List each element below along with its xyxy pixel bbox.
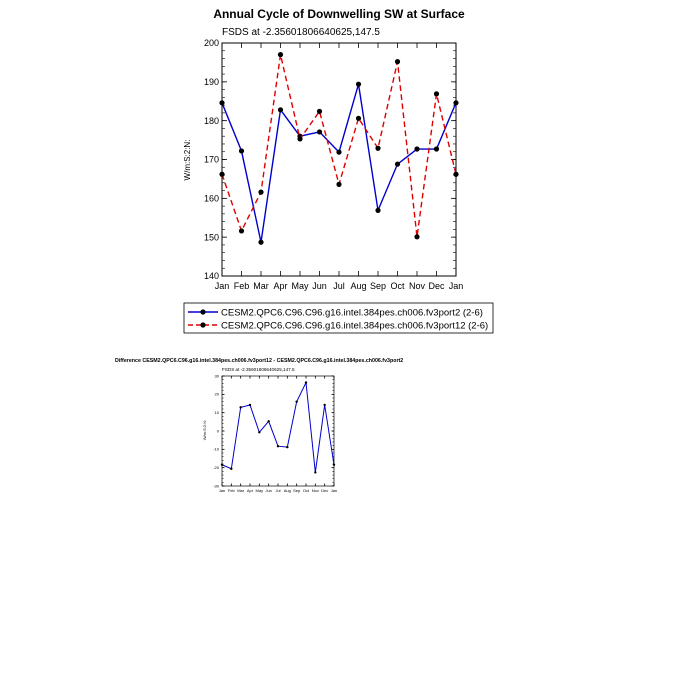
legend-marker-series1 xyxy=(200,309,205,314)
y-axis-label: W/m:S:2:N: xyxy=(183,139,192,181)
legend xyxy=(184,303,493,333)
data-point xyxy=(230,468,232,470)
x-tick-label: Feb xyxy=(233,281,250,292)
data-point xyxy=(333,464,335,466)
legend-marker-series2 xyxy=(200,322,205,327)
diff-chart-title: Difference CESM2.QPC6.C96.g16.intel.384pes.ch006.fv3port12 - CESM2.QPC6.C96.g16.intel.384pes.ch006.fv3port2 xyxy=(115,358,404,364)
diff-y-axis-label: W/m:S:2:N: xyxy=(202,419,207,441)
y-tick-label: -10 xyxy=(213,446,219,452)
data-point xyxy=(375,146,380,151)
data-point xyxy=(356,116,361,121)
x-tick-label: Sep xyxy=(369,281,387,292)
data-point xyxy=(219,172,224,177)
y-tick-label: 150 xyxy=(203,232,219,243)
x-tick-label: May xyxy=(255,487,264,493)
data-point xyxy=(395,162,400,167)
data-point xyxy=(219,100,224,105)
data-point xyxy=(267,420,269,422)
y-tick-label: 0 xyxy=(216,428,219,434)
data-point xyxy=(434,146,439,151)
y-tick-label: -20 xyxy=(213,465,219,471)
data-point xyxy=(375,208,380,213)
difference-chart xyxy=(115,358,403,493)
data-point xyxy=(314,471,316,473)
x-tick-label: Sep xyxy=(293,487,301,493)
y-tick-label: 10 xyxy=(214,410,219,416)
data-point xyxy=(336,150,341,155)
data-point xyxy=(249,404,251,406)
y-tick-label: -30 xyxy=(213,483,219,489)
x-tick-label: Jun xyxy=(265,487,272,493)
x-tick-label: May xyxy=(291,281,309,292)
data-point xyxy=(239,148,244,153)
x-tick-label: Jan xyxy=(218,487,226,493)
y-tick-label: 170 xyxy=(203,154,219,165)
x-tick-label: Apr xyxy=(273,281,288,292)
data-point xyxy=(453,172,458,177)
data-point xyxy=(317,109,322,114)
x-tick-label: Oct xyxy=(390,281,405,292)
data-point xyxy=(278,52,283,57)
data-point xyxy=(297,136,302,141)
data-point xyxy=(414,234,419,239)
data-point xyxy=(258,240,263,245)
data-point xyxy=(239,406,241,408)
y-tick-label: 20 xyxy=(214,391,219,397)
x-tick-label: Jan xyxy=(448,281,464,292)
x-tick-label: Aug xyxy=(350,281,367,292)
y-tick-label: 200 xyxy=(203,38,219,49)
data-point xyxy=(295,400,297,402)
series-line-1 xyxy=(222,84,456,242)
data-point xyxy=(395,59,400,64)
data-point xyxy=(258,190,263,195)
y-tick-label: 30 xyxy=(214,373,219,379)
legend-label-series2: CESM2.QPC6.C96.C96.g16.intel.384pes.ch006.fv3port12 (2-6) xyxy=(221,320,489,332)
chart-title: Annual Cycle of Downwelling SW at Surface xyxy=(213,7,465,21)
data-point xyxy=(453,100,458,105)
data-point xyxy=(414,146,419,151)
x-tick-label: Jun xyxy=(312,281,327,292)
y-tick-label: 190 xyxy=(203,76,219,87)
series-line-1 xyxy=(222,383,334,473)
data-point xyxy=(323,404,325,406)
data-point xyxy=(278,107,283,112)
x-tick-label: Jul xyxy=(333,281,345,292)
chart-subtitle: FSDS at -2.35601806640625,147.5 xyxy=(222,27,380,38)
series-line-2 xyxy=(222,55,456,237)
main-chart xyxy=(183,7,465,291)
x-tick-label: Oct xyxy=(302,487,310,493)
x-tick-label: Jul xyxy=(275,487,281,493)
legend-label-series1: CESM2.QPC6.C96.C96.g16.intel.384pes.ch006.fv3port2 (2-6) xyxy=(221,307,483,319)
data-point xyxy=(258,431,260,433)
x-tick-label: Mar xyxy=(237,487,245,493)
data-point xyxy=(356,82,361,87)
data-point xyxy=(336,182,341,187)
x-tick-label: Nov xyxy=(311,487,319,493)
data-point xyxy=(286,446,288,448)
data-point xyxy=(221,464,223,466)
x-tick-label: Feb xyxy=(227,487,235,493)
x-tick-label: Aug xyxy=(283,487,291,493)
x-tick-label: Mar xyxy=(253,281,269,292)
y-tick-label: 160 xyxy=(203,193,219,204)
diff-chart-subtitle: FSDS at -2.35601806640625,147.5 xyxy=(222,367,295,372)
x-tick-label: Dec xyxy=(321,487,329,493)
y-tick-label: 180 xyxy=(203,115,219,126)
data-point xyxy=(317,129,322,134)
x-tick-label: Apr xyxy=(246,487,254,493)
x-tick-label: Jan xyxy=(330,487,338,493)
x-tick-label: Dec xyxy=(428,281,445,292)
data-point xyxy=(434,91,439,96)
data-point xyxy=(305,381,307,383)
x-tick-label: Jan xyxy=(214,281,230,292)
data-point xyxy=(277,445,279,447)
x-tick-label: Nov xyxy=(408,281,426,292)
diff-plot-frame xyxy=(222,376,334,486)
y-tick-label: 140 xyxy=(203,271,219,282)
data-point xyxy=(239,228,244,233)
plot-frame xyxy=(222,43,456,276)
